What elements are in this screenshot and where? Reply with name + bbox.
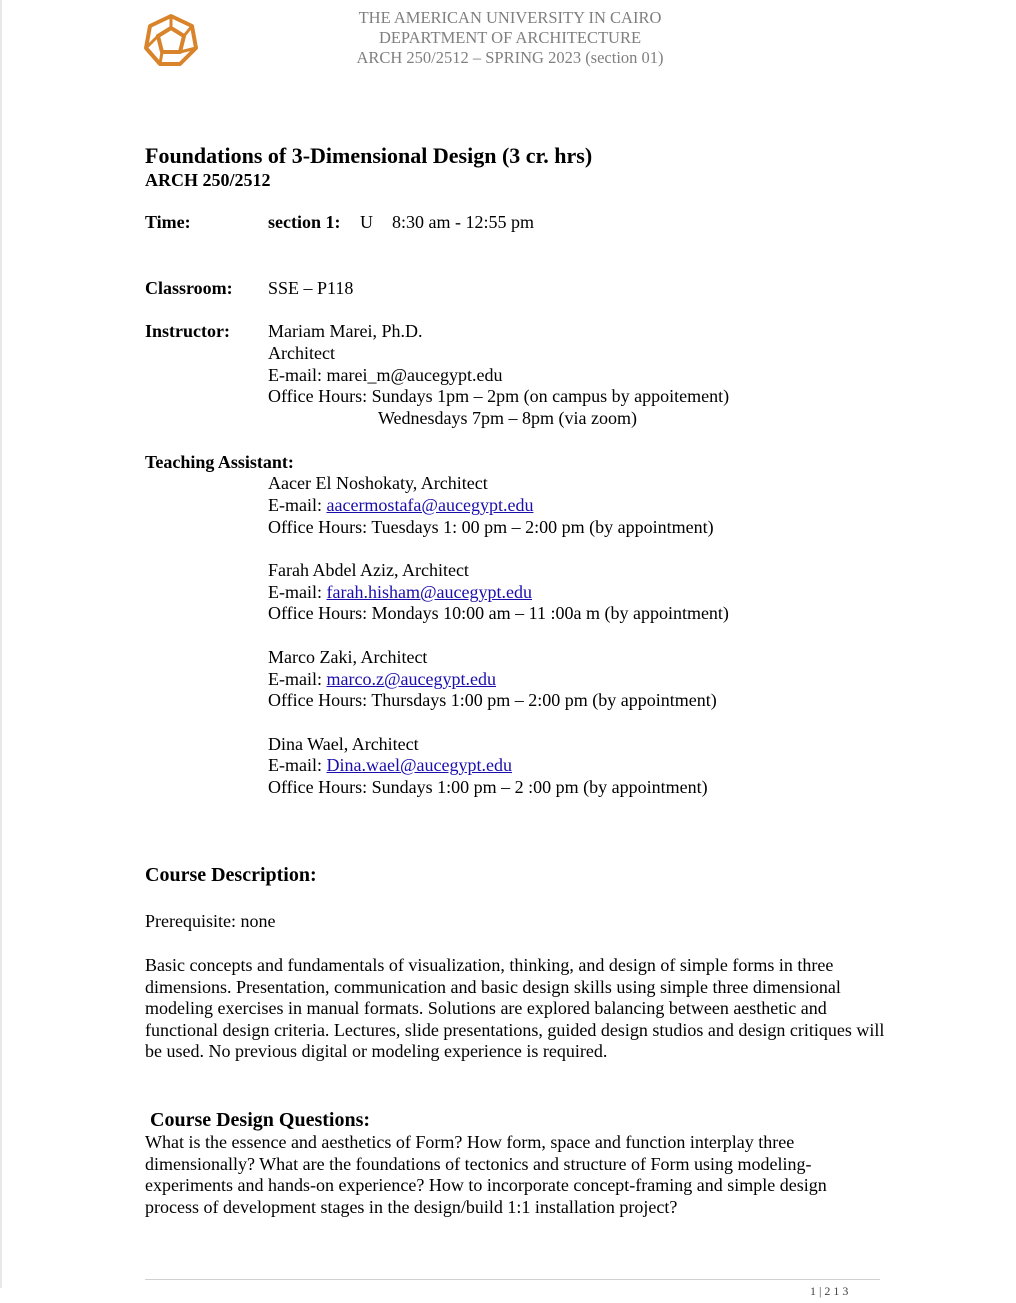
page-number: 1 | 2 1 3 [810,1284,849,1298]
classroom-value: SSE – P118 [268,278,354,298]
ta-email-link[interactable]: Dina.wael@aucegypt.edu [326,755,512,775]
ta-email-line [268,495,533,517]
instructor-office-hours: Office Hours: Sundays 1pm – 2pm (on campus by appoitement) [268,386,730,406]
university-logo-icon [140,12,202,68]
instructor-role: Architect [268,343,335,363]
course-questions-body: What is the essence and aesthetics of Form? How form, space and function interplay three dimensionally? What are the foundations of tectonics and structure of Form using modeling-experiments and hands-on experience? How to incorporate concept-framing and simple design process of development stages in the design/build 1:1 installation project? [145,1132,827,1217]
ta-name: Dina Wael, Architect [268,734,419,754]
ta-email-prefix: E-mail: [268,582,327,602]
course-questions-heading: Course Design Questions: [150,1109,371,1131]
header-course-term: ARCH 250/2512 – SPRING 2023 (section 01) [356,47,664,67]
instructor-name: Mariam Marei, Ph.D. [268,321,423,341]
prerequisite: Prerequisite: none [145,911,276,931]
header-department: DEPARTMENT OF ARCHITECTURE [378,27,642,47]
ta-name: Farah Abdel Aziz, Architect [268,560,469,580]
course-code: ARCH 250/2512 [145,170,271,190]
time-section: section 1: [268,212,341,232]
course-description-body: Basic concepts and fundamentals of visualization, thinking, and design of simple forms in three dimensions. Presentation, communication and basic design skills using simple three dimensional modeling exercises in manual formats. Solutions are explored balancing between aesthetic and functional design criteria. Lectures, slide presentations, guided design studios and design critiques will be used. No previous digital or modeling experience is required. [145,955,885,1062]
ta-office-hours: Office Hours: Thursdays 1:00 pm – 2:00 pm (by appointment) [268,690,717,710]
ta-email-prefix: E-mail: [268,495,327,515]
ta-email-line [268,669,496,691]
time-hours: 8:30 am - 12:55 pm [392,212,534,232]
ta-email-line [268,755,512,777]
page-edge [0,0,2,1288]
ta-email-line [268,582,532,604]
ta-email-link[interactable]: aacermostafa@aucegypt.edu [326,495,534,515]
ta-name: Marco Zaki, Architect [268,647,428,667]
instructor-email: E-mail: marei_m@aucegypt.edu [268,365,503,385]
instructor-office-hours-2: Wednesdays 7pm – 8pm (via zoom) [378,408,637,428]
header-university: THE AMERICAN UNIVERSITY IN CAIRO [358,8,662,27]
footer-divider [145,1279,880,1280]
ta-name: Aacer El Noshokaty, Architect [268,473,488,493]
ta-email-link[interactable]: farah.hisham@aucegypt.edu [326,582,532,602]
classroom-label: Classroom: [145,278,233,298]
ta-email-prefix: E-mail: [268,669,327,689]
ta-office-hours: Office Hours: Mondays 10:00 am – 11 :00a m (by appointment) [268,603,729,623]
time-day: U [360,212,373,232]
time-label: Time: [145,212,191,232]
ta-email-link[interactable]: marco.z@aucegypt.edu [326,669,496,689]
ta-email-prefix: E-mail: [268,755,327,775]
course-title: Foundations of 3-Dimensional Design (3 cr. hrs) [145,143,593,168]
instructor-label: Instructor: [145,321,230,341]
ta-office-hours: Office Hours: Sundays 1:00 pm – 2 :00 pm (by appointment) [268,777,708,797]
document-header [300,8,720,67]
ta-label: Teaching Assistant: [145,452,294,472]
course-description-heading: Course Description: [145,864,317,886]
ta-office-hours: Office Hours: Tuesdays 1: 00 pm – 2:00 pm (by appointment) [268,517,714,537]
